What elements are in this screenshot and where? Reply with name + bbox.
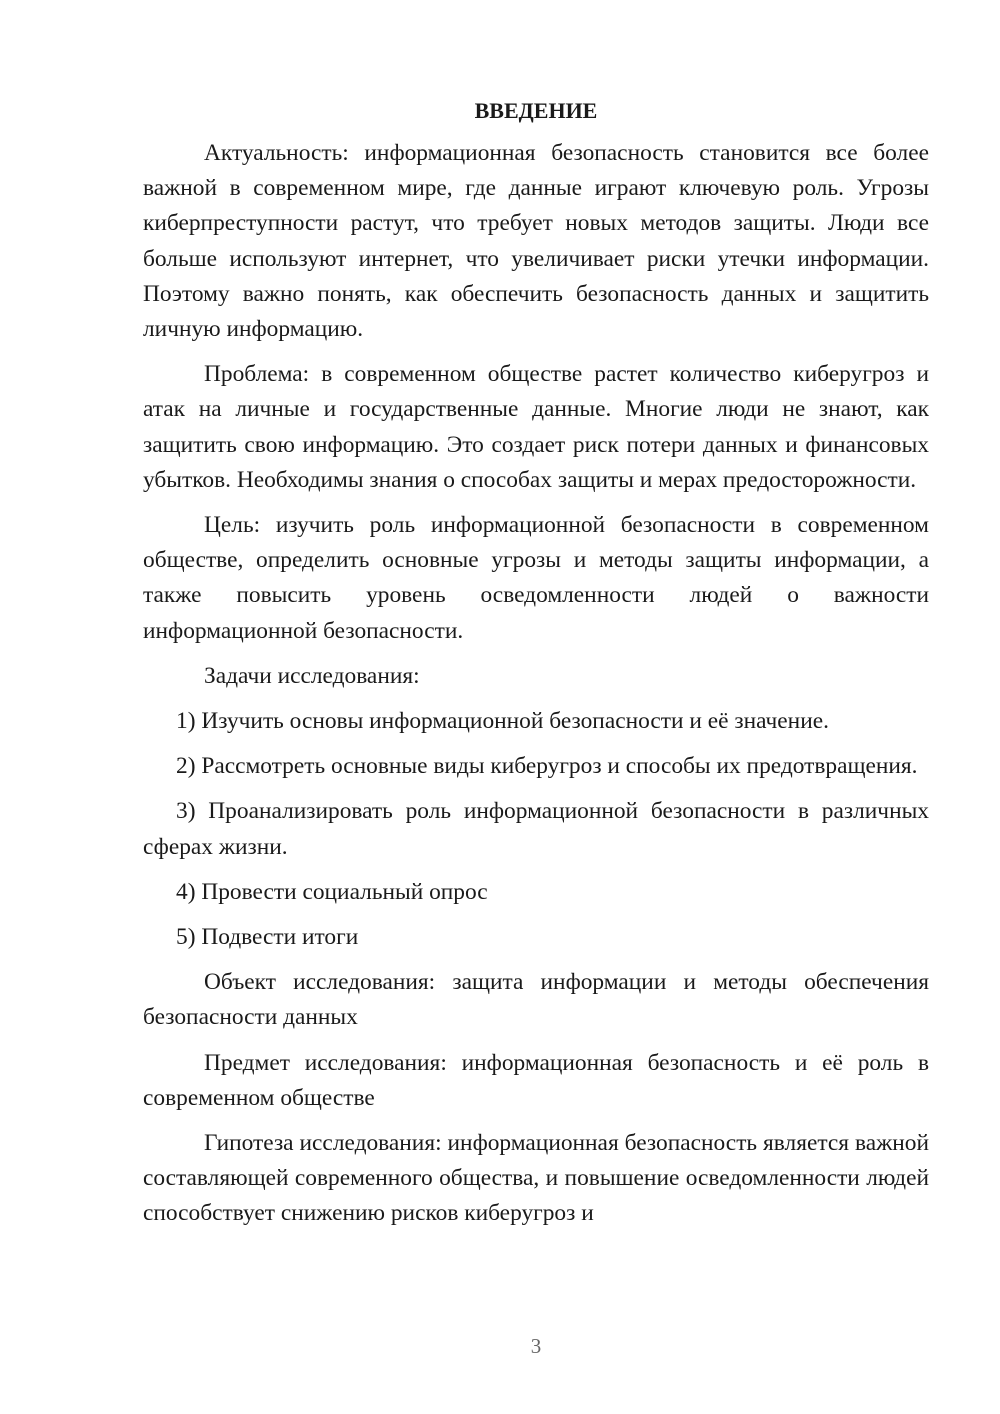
page-body — [143, 96, 929, 1242]
problem-paragraph: Проблема: в современном обществе растет количество киберугроз и атак на личные и государственные данные. Многие люди не знают, как защитить свою информацию. Это создает риск потери данных и финансовых убытков. Необходимы знания о способах защиты и мерах предосторожности. — [143, 361, 929, 493]
relevance-paragraph: Актуальность: информационная безопасность становится все более важной в современном мире, где данные играют ключевую роль. Угрозы киберпреступности растут, что требует новых методов защиты. Люди все больше используют интернет, что увеличивает риски утечки информации. Поэтому важно понять, как обеспечить безопасность данных и защитить личную информацию. — [143, 140, 929, 343]
task-item: 1) Изучить основы информационной безопасности и её значение. — [176, 708, 829, 735]
task-item: 3) Проанализировать роль информационной безопасности в различных сферах жизни. — [143, 798, 929, 860]
section-heading: ВВЕДЕНИЕ — [474, 98, 598, 123]
page-number: 3 — [530, 1334, 542, 1358]
hypothesis-paragraph: Гипотеза исследования: информационная безопасность является важной составляющей современного общества, и повышение осведомленности людей способствует снижению рисков киберугроз и — [143, 1130, 929, 1227]
tasks-heading: Задачи исследования: — [204, 662, 420, 689]
subject-paragraph: Предмет исследования: информационная безопасность и её роль в современном обществе — [143, 1049, 929, 1111]
object-paragraph: Объект исследования: защита информации и методы обеспечения безопасности данных — [143, 969, 929, 1031]
task-item: 5) Подвести итоги — [176, 924, 359, 951]
goal-paragraph: Цель: изучить роль информационной безопасности в современном обществе, определить основные угрозы и методы защиты информации, а также повысить уровень осведомленности людей о важности информационной безопасности. — [143, 512, 929, 644]
task-item: 4) Провести социальный опрос — [176, 878, 488, 905]
task-item: 2) Рассмотреть основные виды киберугроз и способы их предотвращения. — [176, 753, 918, 780]
